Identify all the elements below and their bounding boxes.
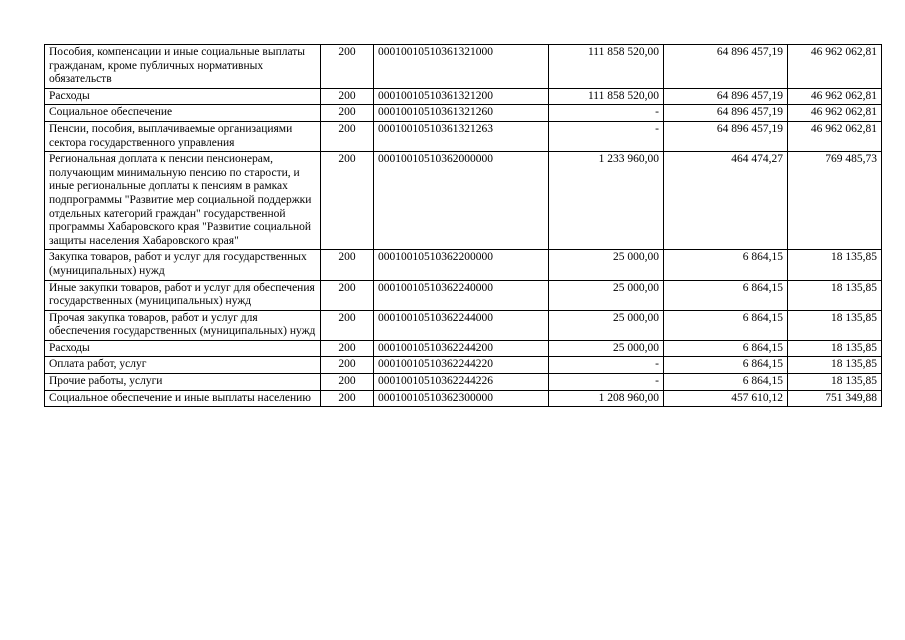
row-code-cell: 200 [321,45,374,89]
row-code-cell: 200 [321,88,374,105]
row-fact-cell: 64 896 457,19 [664,121,788,151]
row-name-cell: Оплата работ, услуг [45,357,321,374]
row-code-cell: 200 [321,357,374,374]
row-kbk-cell: 00010010510361321200 [374,88,549,105]
row-name-cell: Социальное обеспечение и иные выплаты населению [45,390,321,407]
row-fact-cell: 6 864,15 [664,357,788,374]
row-name-cell: Закупка товаров, работ и услуг для государственных (муниципальных) нужд [45,250,321,280]
row-name-cell: Пенсии, пособия, выплачиваемые организациями сектора государственного управления [45,121,321,151]
table-body [45,45,882,407]
row-name-cell: Социальное обеспечение [45,105,321,122]
row-name-cell: Прочие работы, услуги [45,374,321,391]
row-plan-cell: 25 000,00 [549,250,664,280]
row-name-cell: Прочая закупка товаров, работ и услуг для обеспечения государственных (муниципальных) нужд [45,310,321,340]
row-code-cell: 200 [321,310,374,340]
row-fact-cell: 6 864,15 [664,280,788,310]
table-row [45,152,882,250]
row-kbk-cell: 00010010510362244226 [374,374,549,391]
row-name-cell: Региональная доплата к пенсии пенсионерам, получающим минимальную пенсию по старости, и иные региональные доплаты к пенсиям в рамках подпрограммы "Развитие мер социальной поддержки отдельных категорий граждан" государственной программы Хабаровского края "Развитие социальной защиты населения Хабаровского края" [45,152,321,250]
table-row [45,250,882,280]
row-code-cell: 200 [321,340,374,357]
row-name-cell: Расходы [45,340,321,357]
table-row [45,374,882,391]
table-row [45,45,882,89]
row-plan-cell: - [549,121,664,151]
row-kbk-cell: 00010010510362240000 [374,280,549,310]
row-kbk-cell: 00010010510361321260 [374,105,549,122]
row-rest-cell: 46 962 062,81 [788,121,882,151]
row-fact-cell: 464 474,27 [664,152,788,250]
table-row [45,310,882,340]
table-row [45,390,882,407]
row-code-cell: 200 [321,280,374,310]
row-plan-cell: 25 000,00 [549,340,664,357]
row-code-cell: 200 [321,250,374,280]
row-rest-cell: 18 135,85 [788,250,882,280]
row-code-cell: 200 [321,121,374,151]
row-code-cell: 200 [321,152,374,250]
table-row [45,88,882,105]
row-rest-cell: 18 135,85 [788,357,882,374]
row-kbk-cell: 00010010510362000000 [374,152,549,250]
row-kbk-cell: 00010010510362244220 [374,357,549,374]
table-row [45,105,882,122]
row-fact-cell: 6 864,15 [664,374,788,391]
table-row [45,280,882,310]
row-rest-cell: 46 962 062,81 [788,105,882,122]
row-rest-cell: 751 349,88 [788,390,882,407]
row-kbk-cell: 00010010510362300000 [374,390,549,407]
row-kbk-cell: 00010010510362200000 [374,250,549,280]
document-page [44,44,882,407]
row-code-cell: 200 [321,374,374,391]
row-plan-cell: 25 000,00 [549,310,664,340]
row-rest-cell: 18 135,85 [788,310,882,340]
row-rest-cell: 769 485,73 [788,152,882,250]
row-rest-cell: 46 962 062,81 [788,88,882,105]
row-rest-cell: 18 135,85 [788,340,882,357]
row-kbk-cell: 00010010510361321263 [374,121,549,151]
row-name-cell: Пособия, компенсации и иные социальные выплаты гражданам, кроме публичных нормативных обязательств [45,45,321,89]
row-rest-cell: 46 962 062,81 [788,45,882,89]
table-row [45,357,882,374]
row-rest-cell: 18 135,85 [788,280,882,310]
row-plan-cell: 1 208 960,00 [549,390,664,407]
row-fact-cell: 6 864,15 [664,340,788,357]
row-name-cell: Расходы [45,88,321,105]
row-plan-cell: - [549,105,664,122]
row-code-cell: 200 [321,105,374,122]
row-code-cell: 200 [321,390,374,407]
row-plan-cell: 111 858 520,00 [549,88,664,105]
row-plan-cell: - [549,374,664,391]
row-plan-cell: 25 000,00 [549,280,664,310]
row-fact-cell: 457 610,12 [664,390,788,407]
row-name-cell: Иные закупки товаров, работ и услуг для обеспечения государственных (муниципальных) нужд [45,280,321,310]
row-kbk-cell: 00010010510361321000 [374,45,549,89]
table-row [45,121,882,151]
row-fact-cell: 6 864,15 [664,310,788,340]
row-fact-cell: 64 896 457,19 [664,105,788,122]
row-fact-cell: 64 896 457,19 [664,88,788,105]
row-plan-cell: - [549,357,664,374]
row-rest-cell: 18 135,85 [788,374,882,391]
row-kbk-cell: 00010010510362244200 [374,340,549,357]
row-plan-cell: 111 858 520,00 [549,45,664,89]
row-fact-cell: 6 864,15 [664,250,788,280]
table-row [45,340,882,357]
budget-execution-table [44,44,882,407]
row-fact-cell: 64 896 457,19 [664,45,788,89]
row-plan-cell: 1 233 960,00 [549,152,664,250]
row-kbk-cell: 00010010510362244000 [374,310,549,340]
